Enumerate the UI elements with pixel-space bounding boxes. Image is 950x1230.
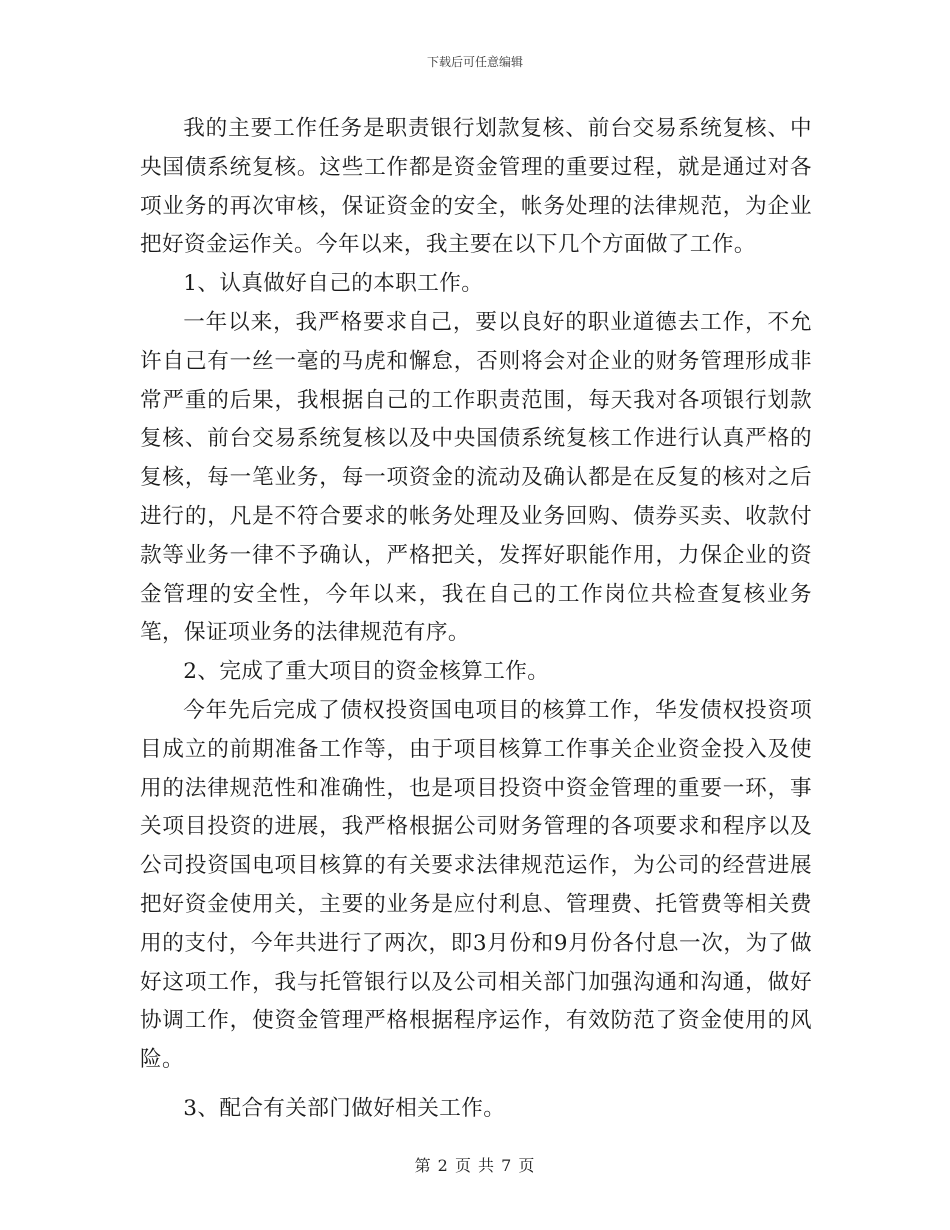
paragraph-section-2: 今年先后完成了债权投资国电项目的核算工作，华发债权投资项目成立的前期准备工作等，由于项目核算工作事关企业资金投入及使用的法律规范性和准确性，也是项目投资中资金管理的重要一环，事关项目投资的进展，我严格根据公司财务管理的各项要求和程序以及公司投资国电项目核算的有关要求法律规范运作，为公司的经营进展把好资金使用关，主要的业务是应付利息、管理费、托管费等相关费用的支付，今年共进行了两次，即3月份和9月份各付息一次，为了做好这项工作，我与托管银行以及公司相关部门加强沟通和沟通，做好协调工作，使资金管理严格根据程序运作，有效防范了资金使用的风险。 [140, 697, 812, 1073]
heading-section-3: 3、配合有关部门做好相关工作。 [183, 1095, 506, 1121]
page-header: 下载后可任意编辑 [426, 55, 523, 69]
heading-section-1: 1、认真做好自己的本职工作。 [183, 271, 484, 297]
document-body [140, 110, 812, 1129]
paragraph-intro: 我的主要工作任务是职责银行划款复核、前台交易系统复核、中央国债系统复核。这些工作都是资金管理的重要过程，就是通过对各项业务的再次审核，保证资金的安全，帐务处理的法律规范，为企业把好资金运作关。今年以来，我主要在以下几个方面做了工作。 [140, 116, 812, 258]
page-footer: 第 2 页 共 7 页 [414, 1156, 536, 1175]
heading-section-2: 2、完成了重大项目的资金核算工作。 [183, 659, 550, 685]
paragraph-section-1: 一年以来，我严格要求自己，要以良好的职业道德去工作，不允许自己有一丝一毫的马虎和懈怠，否则将会对企业的财务管理形成非常严重的后果，我根据自己的工作职责范围，每天我对各项银行划款复核、前台交易系统复核以及中央国债系统复核工作进行认真严格的复核，每一笔业务，每一项资金的流动及确认都是在反复的核对之后进行的，凡是不符合要求的帐务处理及业务回购、债券买卖、收款付款等业务一律不予确认，严格把关，发挥好职能作用，力保企业的资金管理的安全性，今年以来，我在自己的工作岗位共检查复核业务笔，保证项业务的法律规范有序。 [140, 309, 812, 646]
